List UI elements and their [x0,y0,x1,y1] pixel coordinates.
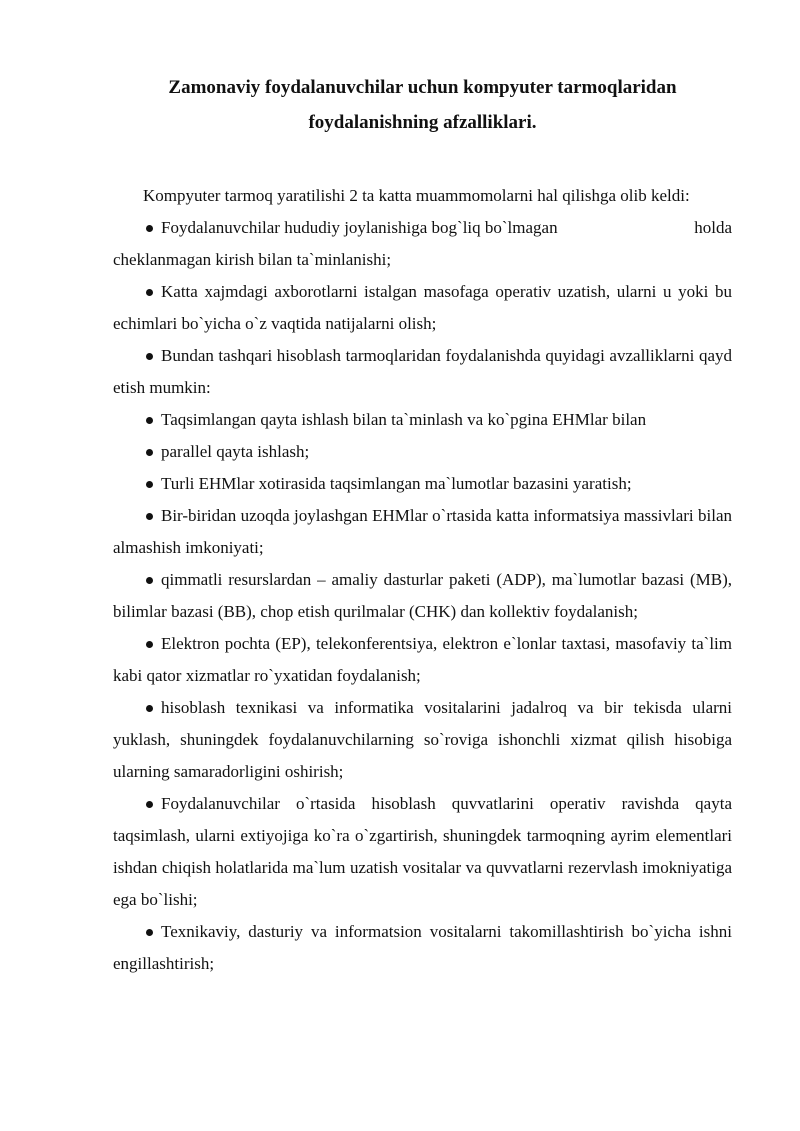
list-item-text: hisoblash texnikasi va informatika vositalarini jadalroq va bir tekisda ularni yuklash, shuningdek foydalanuvchilarning so`roviga ishonchli xizmat qilish hisobiga ularning samaradorligini oshirish; [113,698,732,781]
bullet-icon [146,225,153,232]
list-item [113,212,732,276]
list-item-text-b: holda [694,218,732,237]
bullet-icon [146,641,153,648]
list-item [113,276,732,340]
document-title [113,70,732,140]
title-line-1: Zamonaviy foydalanuvchilar uchun kompyuter tarmoqlaridan [168,77,677,98]
bullet-list [113,212,732,980]
list-item-text: Foydalanuvchilar o`rtasida hisoblash quvvatlarini operativ ravishda qayta taqsimlash, ularni extiyojiga ko`ra o`zgartirish, shuningdek tarmoqning ayrim elementlari ishdan chiqish holatlarida ma`lum uzatish vositalar va quvvatlarni rezervlash imokniyatiga ega bo`lishi; [113,794,732,909]
list-item-text: Bundan tashqari hisoblash tarmoqlaridan foydalanishda quyidagi avzalliklarni qayd etish mumkin: [113,346,732,397]
list-item [113,916,732,980]
bullet-icon [146,481,153,488]
bullet-icon [146,929,153,936]
list-item [113,564,732,628]
intro-paragraph: Kompyuter tarmoq yaratilishi 2 ta katta muammomolarni hal qilishga olib keldi: [143,186,690,205]
list-item [113,500,732,564]
list-item-text-rest: cheklanmagan kirish bilan ta`minlanishi; [113,250,392,269]
list-item-text: Elektron pochta (EP), telekonferentsiya, elektron e`lonlar taxtasi, masofaviy ta`lim kabi qator xizmatlar ro`yxatidan foydalanish; [113,634,732,685]
bullet-icon [146,449,153,456]
list-item [113,436,732,468]
list-item [113,404,732,436]
bullet-icon [146,513,153,520]
bullet-icon [146,289,153,296]
list-item [113,468,732,500]
list-item [113,788,732,916]
list-item-text: Texnikaviy, dasturiy va informatsion vositalarni takomillashtirish bo`yicha ishni engillashtirish; [113,922,732,973]
bullet-icon [146,577,153,584]
list-item-text-a: Foydalanuvchilar hududiy joylanishiga bog`liq bo`lmagan [161,218,558,237]
list-item-text: parallel qayta ishlash; [161,442,310,461]
list-item-text: Bir-biridan uzoqda joylashgan EHMlar o`rtasida katta informatsiya massivlari bilan almashish imkoniyati; [113,506,732,557]
list-item-text: Turli EHMlar xotirasida taqsimlangan ma`lumotlar bazasini yaratish; [161,474,632,493]
list-item-first-line [113,212,732,244]
bullet-icon [146,705,153,712]
list-item [113,628,732,692]
list-item-text: Katta xajmdagi axborotlarni istalgan masofaga operativ uzatish, ularni u yoki bu echimlari bo`yicha o`z vaqtida natijalarni olish; [113,282,732,333]
bullet-icon [146,417,153,424]
title-line-2: foydalanishning afzalliklari. [308,112,537,133]
bullet-icon [146,801,153,808]
list-item [113,692,732,788]
list-item [113,340,732,404]
bullet-icon [146,353,153,360]
list-item-text: qimmatli resurslardan – amaliy dasturlar paketi (ADP), ma`lumotlar bazasi (MB), bilimlar bazasi (BB), chop etish qurilmalar (CHK) dan kollektiv foydalanish; [113,570,732,621]
list-item-text: Taqsimlangan qayta ishlash bilan ta`minlash va ko`pgina EHMlar bilan [161,410,647,429]
